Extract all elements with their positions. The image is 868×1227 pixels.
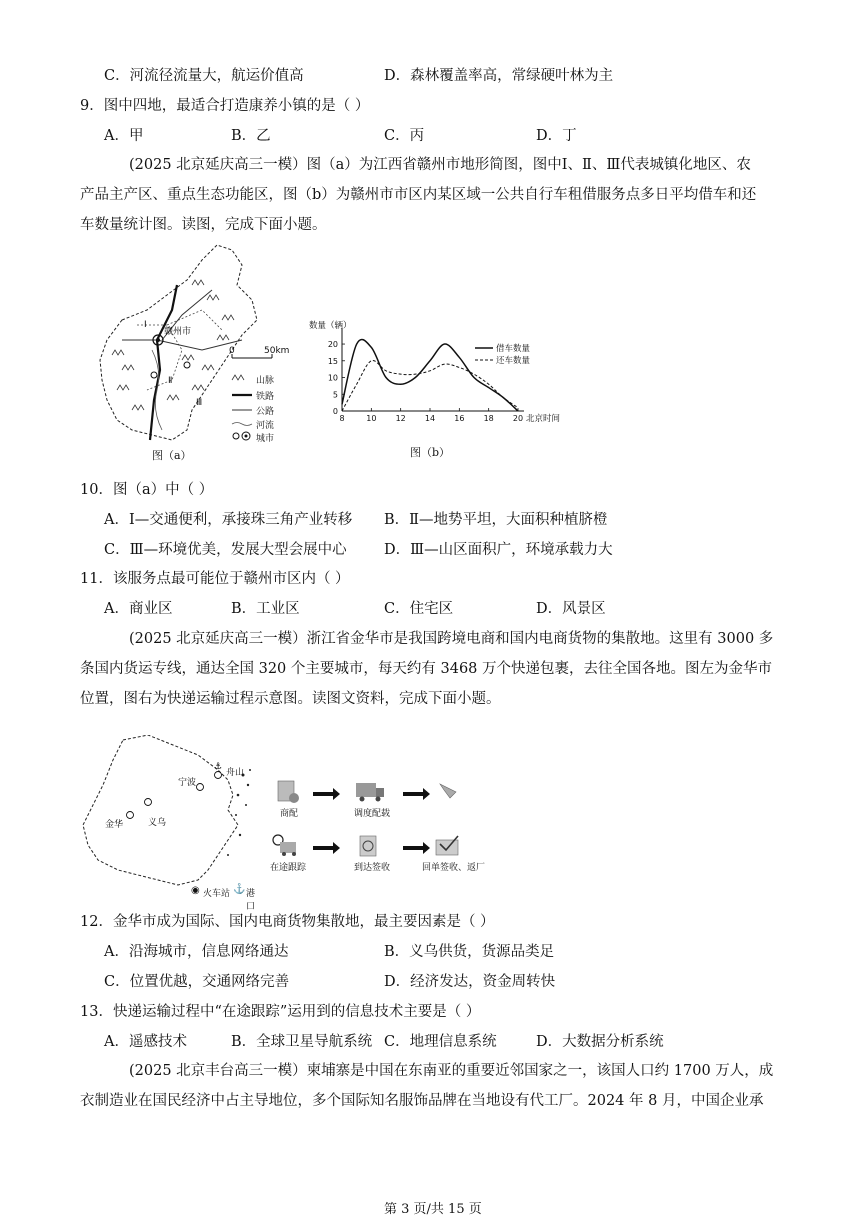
legend-city: 城市 <box>256 434 275 444</box>
q9-option-a: A．甲 <box>104 128 144 144</box>
q9-option-d: D．丁 <box>536 128 577 144</box>
q11-option-b: B．工业区 <box>231 601 300 617</box>
passage1-line3: 车数量统计图。读图，完成下面小题。 <box>80 217 327 233</box>
y-tick-label: 20 <box>327 340 338 350</box>
q10-option-b: B．Ⅱ—地势平坦，大面积种植脐橙 <box>384 512 608 528</box>
x-axis-label: 北京时间 <box>526 414 561 424</box>
q10-option-a: A．Ⅰ—交通便利，承接珠三角产业转移 <box>104 512 353 528</box>
q9-option-c: C．丙 <box>384 128 425 144</box>
passage2-line3: 位置，图右为快递运输过程示意图。读图文资料，完成下面小题。 <box>80 691 501 707</box>
step-tracking: 在途跟踪 <box>270 863 307 873</box>
q12-option-d: D．经济发达，资金周转快 <box>384 974 556 990</box>
q11-option-a: A．商业区 <box>104 601 173 617</box>
region-label-1: Ⅰ <box>144 320 147 330</box>
passage1-line2: 产品主产区、重点生态功能区，图（b）为赣州市市区内某区域一公共自行车租借服务点多日平均借车和还 <box>80 187 757 203</box>
x-tick-label: 14 <box>424 414 436 423</box>
x-tick-label: 20 <box>512 414 524 423</box>
station-icon: ◉ <box>191 885 200 896</box>
figure-b-caption: 图（b） <box>410 446 451 459</box>
page-footer: 第 3 页/共 15 页 <box>384 1202 482 1217</box>
scale-zero: 0 <box>229 346 235 356</box>
figure-a-map <box>92 240 302 465</box>
scale-label: 50km <box>264 346 290 356</box>
q12-stem: 12．金华市成为国际、国内电商货物集散地，最主要因素是（ ） <box>80 914 495 930</box>
x-tick-label: 16 <box>454 414 465 423</box>
passage1-line1: (2025 北京延庆高三一模）图（a）为江西省赣州市地形简图，图中Ⅰ、Ⅱ、Ⅲ代表城镇化地区、农 <box>129 157 751 173</box>
q13-option-a: A．遥感技术 <box>104 1034 187 1050</box>
x-tick-label: 8 <box>339 414 345 423</box>
step-return: 回单签收、返厂 <box>422 863 486 873</box>
legend-railway: 铁路 <box>256 392 275 402</box>
region-label-3: Ⅲ <box>196 398 203 408</box>
passage3-line2: 衣制造业在国民经济中占主导地位，多个国际知名服饰品牌在当地设有代工厂。2024 年 8 月，中国企业承 <box>80 1093 764 1109</box>
figure-b-chart <box>305 320 575 462</box>
q13-stem: 13．快递运输过程中“在途跟踪”运用到的信息技术主要是（ ） <box>80 1004 481 1020</box>
q12-option-b: B．义乌供货，货源品类足 <box>384 944 555 960</box>
q8-option-c: C．河流径流量大，航运价值高 <box>104 68 304 84</box>
step-shangpei: 商配 <box>280 809 299 819</box>
city-ningbo: 宁波 <box>178 778 197 788</box>
figure-c-map <box>78 735 258 912</box>
q13-option-d: D．大数据分析系统 <box>536 1034 664 1050</box>
figure-c-process <box>268 778 528 873</box>
y-tick-label: 0 <box>332 407 338 416</box>
city-jinhua: 金华 <box>105 820 124 830</box>
passage3-line1: (2025 北京丰台高三一模）柬埔寨是中国在东南亚的重要近邻国家之一，该国人口约 1700 万人，成 <box>129 1063 774 1079</box>
q9-option-b: B．乙 <box>231 128 271 144</box>
borrow-return-chart <box>305 320 575 462</box>
passage2-line1: (2025 北京延庆高三一模）浙江省金华市是我国跨境电商和国内电商货物的集散地。这里有 3000 多 <box>129 631 774 647</box>
series-borrow-line <box>342 339 518 411</box>
city-yiwu: 义乌 <box>148 818 167 828</box>
y-tick-label: 5 <box>332 390 338 400</box>
q10-option-c: C．Ⅲ—环境优美，发展大型会展中心 <box>104 542 347 558</box>
city-zhoushan: 舟山 <box>226 768 245 778</box>
q10-stem: 10．图（a）中（ ） <box>80 482 214 498</box>
legend-return-label: 还车数量 <box>496 356 531 366</box>
q12-option-c: C．位置优越，交通网络完善 <box>104 974 290 990</box>
figure-a-caption: 图（a） <box>152 449 192 462</box>
q13-option-b: B．全球卫星导航系统 <box>231 1034 373 1050</box>
y-axis-label: 数量（辆） <box>309 321 352 331</box>
step-arrival: 到达签收 <box>354 863 391 873</box>
q11-stem: 11．该服务点最可能位于赣州市区内（ ） <box>80 571 350 587</box>
y-tick-label: 15 <box>327 356 338 366</box>
legend-river: 河流 <box>256 421 275 431</box>
x-tick-label: 12 <box>395 414 406 423</box>
legend-station: 火车站 <box>203 889 231 899</box>
legend-mountain: 山脉 <box>256 376 275 386</box>
q9-stem: 9．图中四地，最适合打造康养小镇的是（ ） <box>80 98 370 114</box>
x-tick-label: 18 <box>483 414 494 423</box>
q10-option-d: D．Ⅲ—山区面积广，环境承载力大 <box>384 542 613 558</box>
q11-option-d: D．风景区 <box>536 601 606 617</box>
x-tick-label: 10 <box>366 414 377 423</box>
legend-highway: 公路 <box>256 407 275 417</box>
svg-text:⚓: ⚓ <box>214 762 223 772</box>
q12-option-a: A．沿海城市，信息网络通达 <box>104 944 289 960</box>
anchor-icon: ⚓ <box>233 884 246 895</box>
y-tick-label: 10 <box>327 373 338 383</box>
q11-option-c: C．住宅区 <box>384 601 454 617</box>
region-label-2: Ⅱ <box>168 376 173 386</box>
legend-port: 港口 <box>246 889 256 912</box>
series-return-line <box>342 360 518 411</box>
passage2-line2: 条国内货运专线，通达全国 320 个主要城市，每天约有 3468 万个快递包裹，去往全国各地。图左为金华市 <box>80 661 773 677</box>
q8-option-d: D．森林覆盖率高，常绿硬叶林为主 <box>384 68 614 84</box>
city-label: 赣州市 <box>164 327 192 337</box>
step-dispatch: 调度配载 <box>354 809 391 819</box>
legend-borrow-label: 借车数量 <box>496 344 531 354</box>
q13-option-c: C．地理信息系统 <box>384 1034 497 1050</box>
